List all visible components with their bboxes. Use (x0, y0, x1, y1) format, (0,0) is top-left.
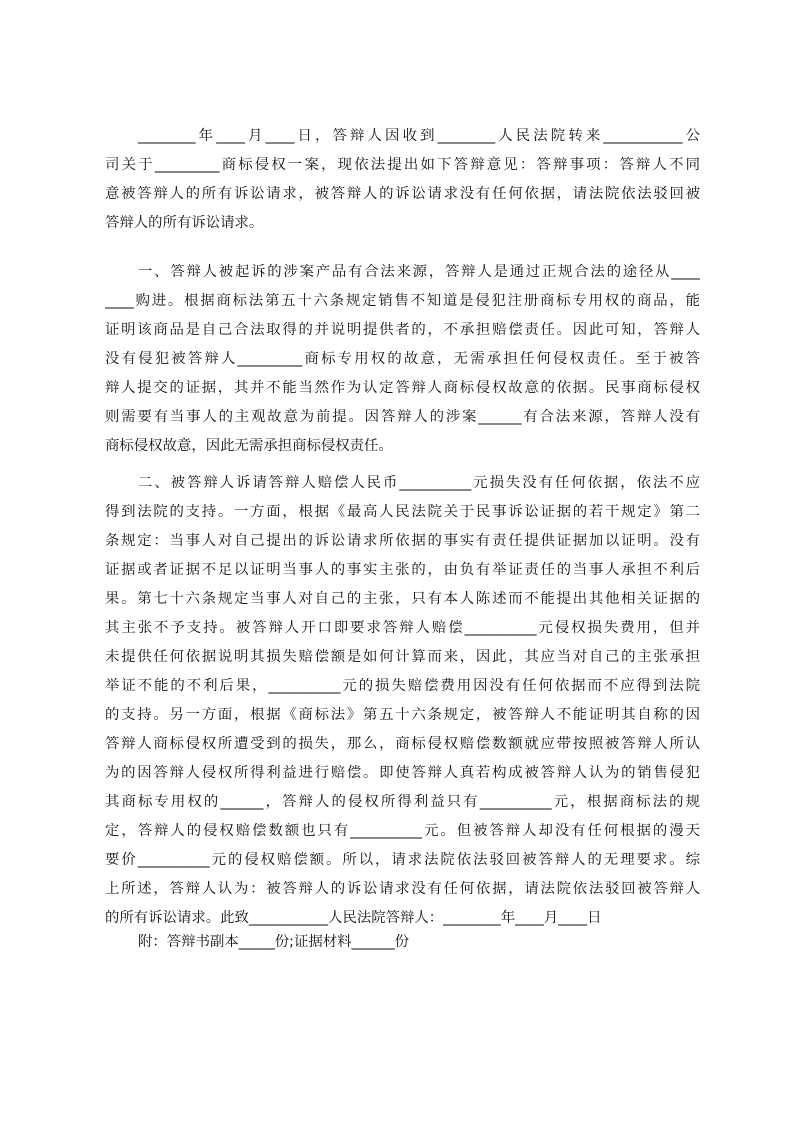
text-line: 一、答辩人被起诉的涉案产品有合法来源，答辩人是通过正规合法的途径从____ (138, 264, 700, 280)
text-line: ________年____月____日，答辩人因收到________人民法院转来___________公 (138, 128, 700, 144)
text-line: 答辩人的所有诉讼请求。 (105, 215, 264, 231)
text-line: 没有侵犯被答辩人_________商标专用权的故意，无需承担任何侵权责任。至于被答 (105, 351, 700, 367)
text-line: 其商标专用权的______，答辩人的侵权所得利益只有__________元，根据商标法的规 (105, 794, 700, 810)
text-line: 的支持。另一方面，根据《商标法》第五十六条规定，被答辩人不能证明其自称的因 (105, 707, 700, 723)
text-line: 其主张不予支持。被答辩人开口即要求答辩人赔偿__________元侵权损失费用，但并 (105, 620, 700, 636)
text-line: 商标侵权故意，因此无需承担商标侵权责任。 (105, 438, 393, 454)
text-line: 的所有诉讼请求。此致___________人民法院答辩人：________年____月____日 (105, 910, 602, 926)
text-line: 附：答辩书副本_____份;证据材料______份 (138, 934, 410, 950)
text-line: 二、被答辩人诉请答辩人赔偿人民币__________元损失没有任何依据，依法不应 (138, 475, 700, 491)
text-line: 证据或者证据不足以证明当事人的事实主张的，由负有举证责任的当事人承担不利后 (105, 562, 700, 578)
paragraph-attachment (105, 928, 700, 957)
text-line: 辩人提交的证据，其并不能当然作为认定答辩人商标侵权故意的依据。民事商标侵权 (105, 380, 700, 396)
text-line: 定，答辩人的侵权赔偿数额也只有__________元。但被答辩人却没有任何根据的漫天 (105, 823, 700, 839)
text-line: 为的因答辩人侵权所得利益进行赔偿。即使答辩人真若构成被答辩人认为的销售侵犯 (105, 765, 700, 781)
text-line: 条规定：当事人对自己提出的诉讼请求所依据的事实有责任提供证据加以证明。没有 (105, 533, 700, 549)
text-line: 意被答辩人的所有诉讼请求，被答辩人的诉讼请求没有任何依据，请法院依法驳回被 (105, 186, 700, 202)
text-line: 要价__________元的侵权赔偿额。所以，请求法院依法驳回被答辩人的无理要求。综 (105, 852, 700, 868)
text-line: 得到法院的支持。一方面，根据《最高人民法院关于民事诉讼证据的若干规定》第二 (105, 504, 700, 520)
text-line: 证明该商品是自己合法取得的并说明提供者的，不承担赔偿责任。因此可知，答辩人 (105, 322, 700, 338)
text-line: 上所述，答辩人认为：被答辩人的诉讼请求没有任何依据，请法院依法驳回被答辩人 (105, 881, 700, 897)
paragraph-point-one (105, 258, 700, 461)
paragraph-point-two (105, 469, 700, 933)
text-line: ____购进。根据商标法第五十六条规定销售不知道是侵犯注册商标专用权的商品，能 (105, 293, 700, 309)
text-line: 答辩人商标侵权所遭受到的损失，那么，商标侵权赔偿数额就应带按照被答辩人所认 (105, 736, 700, 752)
text-line: 司关于_________商标侵权一案，现依法提出如下答辩意见：答辩事项：答辩人不同 (105, 157, 700, 173)
text-line: 则需要有当事人的主观故意为前提。因答辩人的涉案______有合法来源，答辩人没有 (105, 409, 700, 425)
text-line: 果。第七十六条规定当事人对自己的主张，只有本人陈述而不能提出其他相关证据的 (105, 591, 700, 607)
paragraph-opening (105, 122, 700, 238)
text-line: 举证不能的不利后果，__________元的损失赔偿费用因没有任何依据而不应得到法院 (105, 678, 700, 694)
text-line: 未提供任何依据说明其损失赔偿额是如何计算而来，因此，其应当对自己的主张承担 (105, 649, 700, 665)
